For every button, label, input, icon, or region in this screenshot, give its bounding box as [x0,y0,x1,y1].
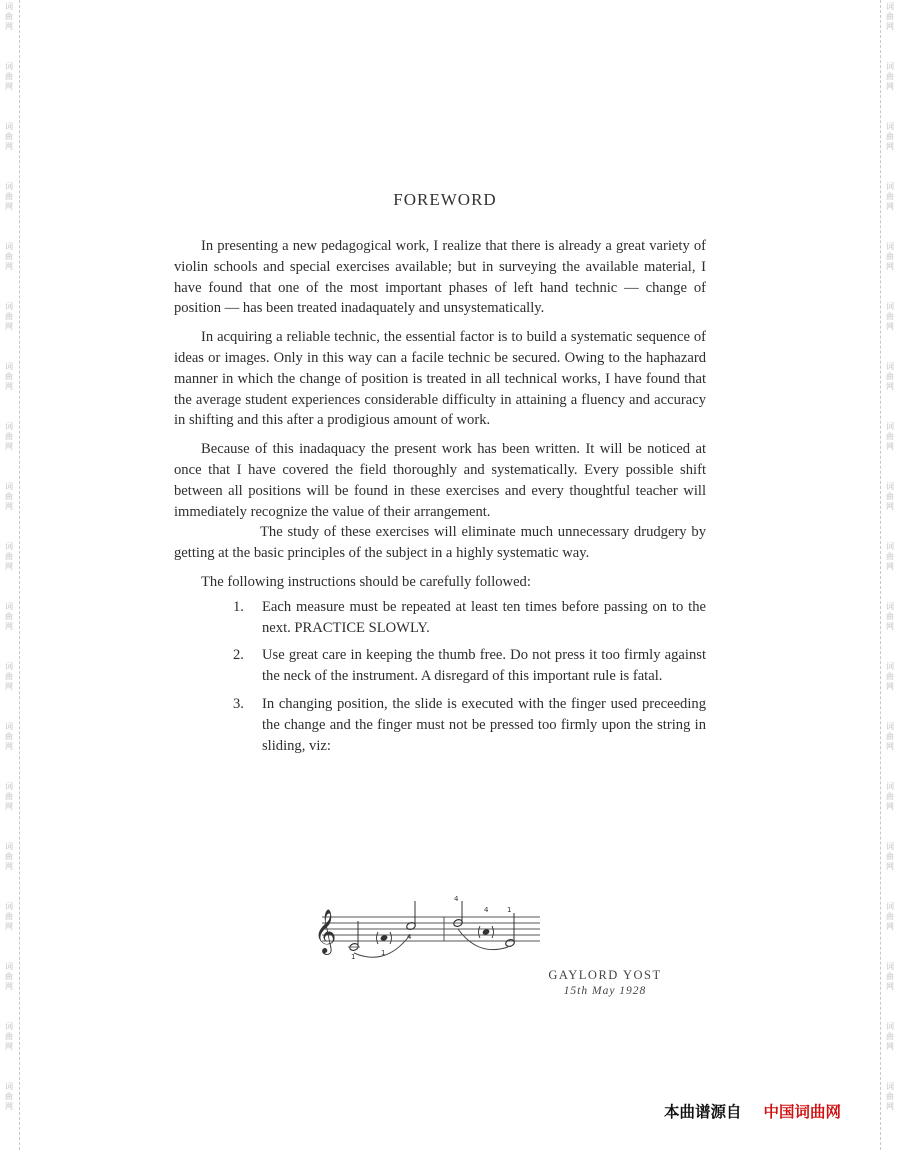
instructions-intro: The following instructions should be carefully followed: [201,573,531,590]
parenthesis [492,926,494,938]
credit-site-link[interactable]: 中国词曲网 [763,1103,842,1121]
fingering-number: 4 [484,906,489,914]
foreword-body [174,236,706,763]
music-notation-example [308,895,548,963]
fingering-number: 4 [407,933,412,941]
watermark-group: 词 曲 网 [886,422,894,451]
parenthesis [377,932,379,944]
author-name: GAYLORD YOST [548,968,662,982]
paragraph-technic: In acquiring a reliable technic, the essential factor is to build a systematic sequence of ideas or images. Only in this way can a facile technic be secured. Owing to the haphazard manner in which the change of position is treated in all technical works, I have found that the average student experiences considerable difficulty in attaining a fluency and accuracy in shifting and this after a prodigious amount of work. [174,329,706,429]
list-item-text: Use great care in keeping the thumb free. Do not press it too firmly against the neck of the instrument. A disregard of this important rule is fatal. [262,647,706,685]
signature-block [510,968,700,997]
signature-date: 15th May 1928 [563,985,647,997]
watermark-group: 词 曲 网 [5,1022,13,1051]
watermark-group: 词 曲 网 [886,902,894,931]
watermark-group: 词 曲 网 [5,362,13,391]
list-item-number: 3. [233,695,244,712]
watermark-group: 词 曲 网 [5,2,13,31]
watermark-group: 词 曲 网 [886,782,894,811]
watermark-group: 词 曲 网 [5,602,13,631]
right-watermark-strip [880,0,900,1150]
watermark-group: 词 曲 网 [886,62,894,91]
list-item-number: 2. [233,647,244,664]
watermark-group: 词 曲 网 [5,1082,13,1111]
watermark-group: 词 曲 网 [5,62,13,91]
watermark-group: 词 曲 网 [5,182,13,211]
watermark-group: 词 曲 网 [886,542,894,571]
watermark-group: 词 曲 网 [886,122,894,151]
list-item-number: 1. [233,598,244,615]
watermark-group: 词 曲 网 [886,182,894,211]
watermark-group: 词 曲 网 [886,602,894,631]
fingering-number: 4 [454,895,459,903]
watermark-group: 词 曲 网 [886,2,894,31]
watermark-group: 词 曲 网 [886,722,894,751]
watermark-group: 词 曲 网 [886,242,894,271]
watermark-group: 词 曲 网 [886,362,894,391]
instructions-list [174,597,706,757]
watermark-group: 词 曲 网 [886,962,894,991]
watermark-group: 词 曲 网 [886,302,894,331]
staff-lines [322,917,540,941]
note-grace [482,928,490,935]
watermark-group: 词 曲 网 [886,1082,894,1111]
parenthesis [479,926,481,938]
source-credit [664,1100,841,1122]
list-item [233,645,706,687]
left-watermark-strip [0,0,20,1150]
credit-prefix: 本曲谱源自 [664,1103,742,1121]
page-title: FOREWORD [393,190,497,209]
watermark-group: 词 曲 网 [886,482,894,511]
parenthesis [390,932,392,944]
fingering-number: 1 [507,906,512,914]
paragraph-inadaquacy: Because of this inadaquacy the present work has been written. It will be noticed at once that I have covered the field thoroughly and systematically. Every possible shift between all positions will be found in these exercises and every thoughtful teacher will immediately recognize the value of their arrangement. [174,441,706,520]
treble-clef-icon: 𝄞 [314,909,337,953]
paragraph-study: The study of these exercises will eliminate much unnecessary drudgery by getting at the basic principles of the subject in a highly systematic way. [174,524,706,562]
watermark-group: 词 曲 网 [5,482,13,511]
watermark-group: 词 曲 网 [886,842,894,871]
watermark-group: 词 曲 网 [5,422,13,451]
watermark-group: 词 曲 网 [5,902,13,931]
list-item-text: In changing position, the slide is executed with the finger used preceeding the change and the finger must not be pressed too firmly upon the string in sliding, viz: [262,695,706,754]
watermark-group: 词 曲 网 [5,122,13,151]
watermark-group: 词 曲 网 [5,962,13,991]
watermark-group: 词 曲 网 [886,662,894,691]
list-item [233,597,706,639]
watermark-group: 词 曲 网 [5,242,13,271]
watermark-group: 词 曲 网 [5,782,13,811]
note-grace [380,934,388,941]
fingering-number: 1 [351,953,356,961]
watermark-group: 词 曲 网 [5,722,13,751]
watermark-group: 词 曲 网 [5,542,13,571]
watermark-group: 词 曲 网 [886,1022,894,1051]
paragraph-intro: In presenting a new pedagogical work, I realize that there is already a great variety of violin schools and special exercises available; but in surveying the available material, I have found that one of the most important phases of left hand technic — change of position — has been treated inadaquately and unsystematically. [174,238,706,317]
watermark-group: 词 曲 网 [5,842,13,871]
list-item-text: Each measure must be repeated at least ten times before passing on to the next. PRACTICE SLOWLY. [262,598,706,636]
watermark-group: 词 曲 网 [5,302,13,331]
watermark-group: 词 曲 网 [5,662,13,691]
fingering-number: 1 [381,949,386,957]
list-item [233,694,706,756]
